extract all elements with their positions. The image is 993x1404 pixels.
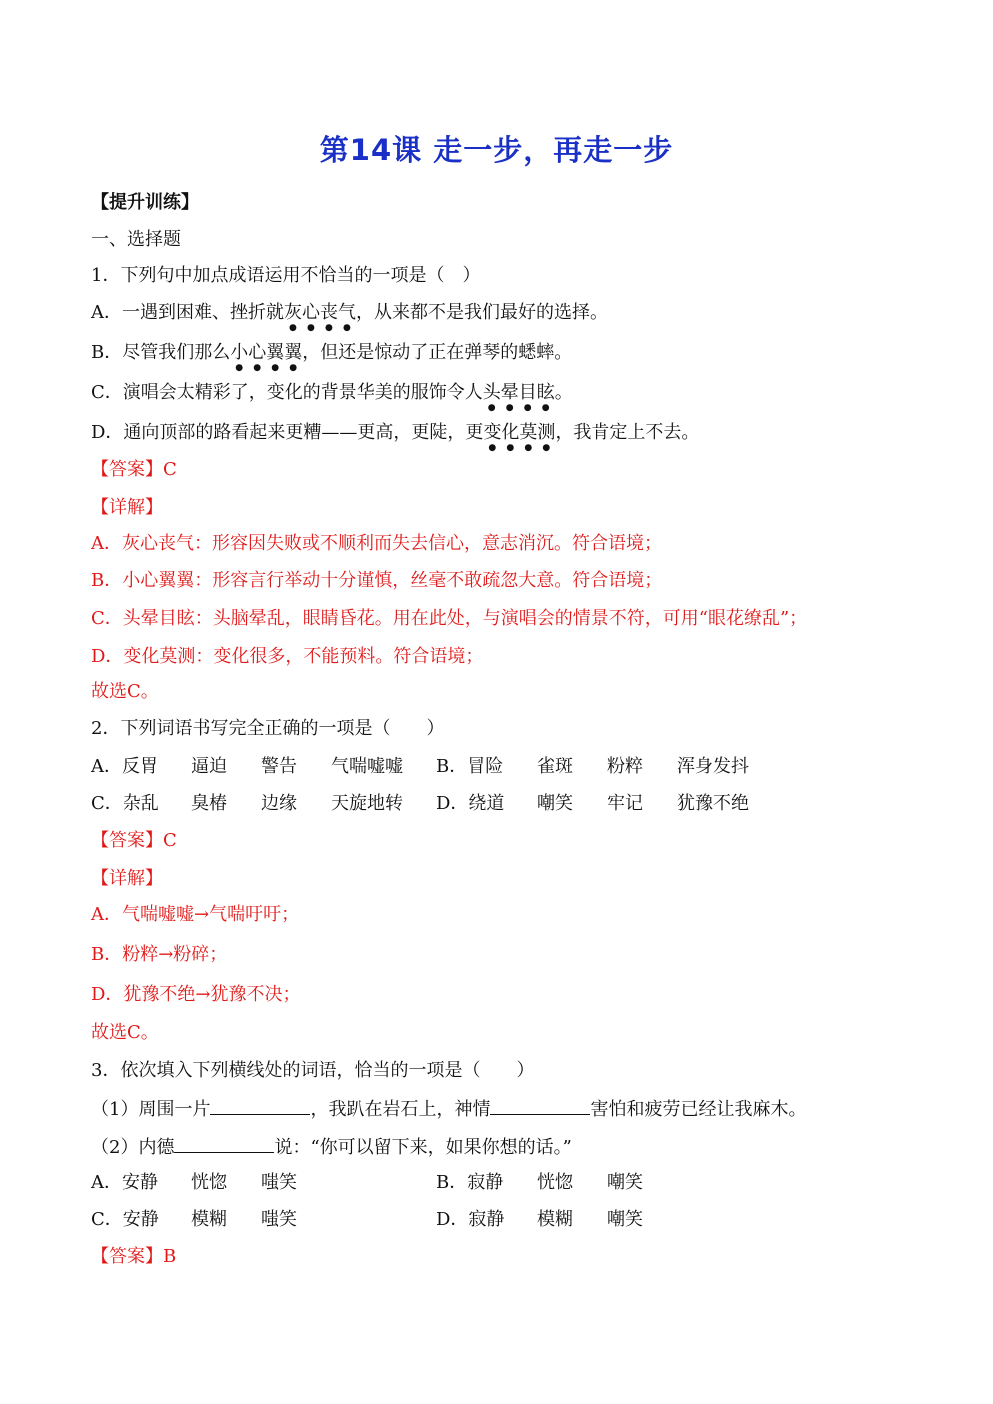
sentence-text: （1）周围一片: [91, 1099, 211, 1120]
option-text: C．演唱会太精彩了，变化的背景华美的服饰令人: [91, 382, 483, 403]
fill-blank: [490, 1096, 590, 1115]
q2-explanation-d: D．犹豫不绝→犹豫不决；: [91, 984, 301, 1005]
option-text: ，我肯定上不去。: [555, 422, 700, 443]
q2-conclusion: 故选C。: [91, 1022, 159, 1043]
q2-word: 臭椿: [191, 793, 227, 814]
q3-sentence-1: [91, 1096, 806, 1122]
q1-explanation-a: A．灰心丧气：形容因失败或不顺利而失去信心，意志消沉。符合语境；: [91, 533, 662, 554]
q1-explanation-d: D．变化莫测：变化很多，不能预料。符合语境；: [91, 646, 484, 667]
q2-word: 边缘: [261, 793, 297, 814]
q3-word: 模糊: [191, 1209, 227, 1230]
q2-word: C．杂乱: [91, 793, 159, 814]
q3-answer: 【答案】B: [91, 1246, 177, 1267]
q2-stem: 2．下列词语书写完全正确的一项是（ ）: [91, 718, 445, 739]
q1-option-b: [91, 341, 572, 373]
q2-detail-label: 【详解】: [91, 868, 163, 889]
q2-word: 气喘嘘嘘: [331, 756, 403, 777]
q3-word: B．寂静: [436, 1172, 504, 1193]
q1-answer: 【答案】C: [91, 459, 177, 480]
q2-word: 警告: [261, 756, 297, 777]
q3-stem: 3．依次填入下列横线处的词语，恰当的一项是（ ）: [91, 1060, 535, 1081]
q2-word: D．绕道: [436, 793, 505, 814]
q1-stem: 1．下列句中加点成语运用不恰当的一项是（ ）: [91, 265, 481, 286]
q3-word: A．安静: [91, 1172, 158, 1193]
q3-options-row-2: [91, 1208, 791, 1232]
q1-option-c: [91, 381, 573, 413]
q2-word: 犹豫不绝: [677, 793, 749, 814]
q3-sentence-2: [91, 1134, 572, 1160]
q2-word: 嘲笑: [537, 793, 573, 814]
fill-blank: [174, 1134, 274, 1153]
q3-options-row-1: [91, 1171, 791, 1195]
option-text: ，但还是惊动了正在弹琴的蟋蟀。: [302, 342, 573, 363]
option-text: ，从来都不是我们最好的选择。: [356, 302, 608, 323]
q2-word: 浑身发抖: [677, 756, 749, 777]
dotted-idiom: 小心翼翼: [230, 342, 303, 363]
sentence-text: ，我趴在岩石上，神情: [310, 1099, 491, 1120]
q2-word: 雀斑: [537, 756, 573, 777]
q3-word: D．寂静: [436, 1209, 505, 1230]
q2-word: 逼迫: [191, 756, 227, 777]
q2-word: B．冒险: [436, 756, 504, 777]
q1-detail-label: 【详解】: [91, 497, 163, 518]
q2-word: 粉粹: [607, 756, 643, 777]
q2-answer: 【答案】C: [91, 830, 177, 851]
q3-word: 嘲笑: [607, 1172, 643, 1193]
sentence-text: （2）内德: [91, 1137, 175, 1158]
option-text: D．通向顶部的路看起来更糟——更高，更陡，更: [91, 422, 484, 443]
q3-word: 嘲笑: [607, 1209, 643, 1230]
q2-word: 天旋地转: [331, 793, 403, 814]
q2-explanation-b: B．粉粹→粉碎；: [91, 944, 228, 965]
section-tag: 【提升训练】: [91, 192, 199, 213]
option-text: A．一遇到困难、挫折就: [91, 302, 284, 323]
fill-blank: [210, 1096, 310, 1115]
q3-word: 嗤笑: [261, 1172, 297, 1193]
dotted-idiom: 头晕目眩: [482, 382, 555, 403]
dotted-idiom: 变化莫测: [483, 422, 556, 443]
q2-word: 牢记: [607, 793, 643, 814]
q2-word: A．反胃: [91, 756, 158, 777]
q1-explanation-b: B．小心翼翼：形容言行举动十分谨慎，丝毫不敢疏忽大意。符合语境；: [91, 570, 663, 591]
q3-word: 模糊: [537, 1209, 573, 1230]
sentence-text: 说：“你可以留下来，如果你想的话。”: [274, 1137, 572, 1158]
q3-word: 恍惚: [191, 1172, 227, 1193]
sentence-text: 害怕和疲劳已经让我麻木。: [590, 1099, 807, 1120]
q3-word: 恍惚: [537, 1172, 573, 1193]
part-heading: 一、选择题: [91, 229, 181, 250]
q3-word: C．安静: [91, 1209, 159, 1230]
q1-option-a: [91, 301, 608, 333]
q2-options-row-2: [91, 792, 791, 816]
q3-word: 嗤笑: [261, 1209, 297, 1230]
option-text: B．尽管我们那么: [91, 342, 231, 363]
dotted-idiom: 灰心丧气: [284, 302, 356, 323]
page-title: 第14课 走一步，再走一步: [319, 133, 674, 167]
q2-options-row-1: [91, 755, 791, 779]
q1-conclusion: 故选C。: [91, 681, 159, 702]
q1-explanation-c: C．头晕目眩：头脑晕乱，眼睛昏花。用在此处，与演唱会的情景不符，可用“眼花缭乱”；: [91, 608, 808, 629]
q1-option-d: [91, 421, 699, 453]
q2-explanation-a: A．气喘嘘嘘→气喘吁吁；: [91, 904, 300, 925]
option-text: 。: [554, 382, 573, 403]
